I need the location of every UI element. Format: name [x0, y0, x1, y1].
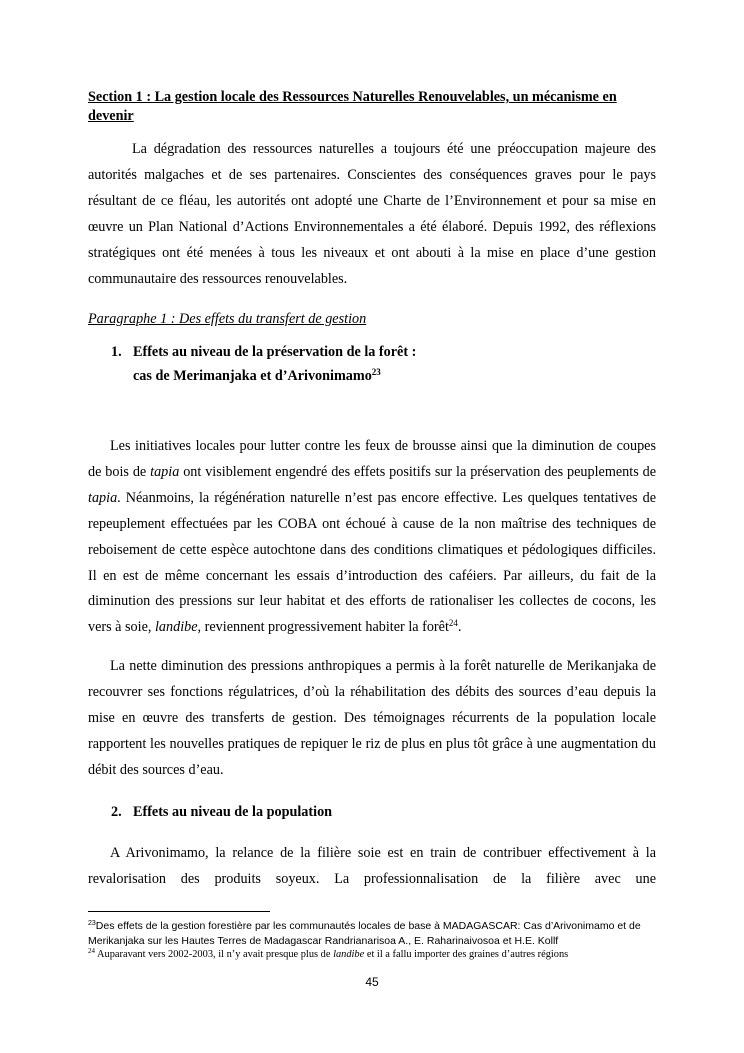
list-item-number: 2. [111, 804, 122, 820]
intro-paragraph: La dégradation des ressources naturelles a toujours été une préoccupation majeure des autorités malgaches et de ses partenaires. Conscientes des conséquences graves pour le pays résultant de ce fléau, les autorités ont adopté une Charte de l’Environnement et pour sa mise en œuvre un Plan National d’Actions Environnementales a été élaboré. Depuis 1992, des réflexions stratégiques ont été menées à tous les niveaux et ont abouti à la mise en place d’une gestion communautaire des ressources renouvelables. [88, 141, 656, 287]
footnote-24 [88, 948, 668, 963]
footnote-text: et il a fallu importer des graines d’autres régions [364, 949, 569, 960]
paragraph-water-sources: La nette diminution des pressions anthropiques a permis à la forêt naturelle de Merikanjaka de recouvrer ses fonctions régulatrices, d’où la réhabilitation des débits des sources d’eau depuis la mise en œuvre des transferts de gestion. Des témoignages récurrents de la population locale rapportent les nouvelles pratiques de repiquer le riz de plus en plus tôt grâce à une augmentation du débit des sources d’eau. [88, 658, 656, 778]
section-title: Section 1 : La gestion locale des Ressources Naturelles Renouvelables, un mécanisme en devenir [88, 89, 617, 124]
italic-term: landibe [333, 949, 365, 960]
paragraph-population: A Arivonimamo, la relance de la filière soie est en train de contribuer effectivement à la revalorisation des produits soyeux. La professionnalisation de la filière avec une [88, 845, 656, 887]
list-item-subtitle [111, 364, 416, 388]
text-run: . Néanmoins, la régénération naturelle n’est pas encore effective. Les quelques tentatives de repeuplement effectuées par les COBA ont échoué à cause de la non maîtrise des techniques de reboisement de cette espèce autochtone dans des conditions climatiques et pédologiques difficiles. Il en est de même concernant les essais d’introduction des caféiers. Par ailleurs, du fait de la diminution des pressions sur leur habitat et des efforts de rationaliser les collectes de cocons, les vers à soie, [88, 489, 656, 636]
footnote-number: 24 [88, 947, 95, 955]
footnote-divider [88, 911, 270, 912]
italic-term: landibe [154, 619, 198, 636]
footnote-text: Auparavant vers 2002-2003, il n’y avait presque plus de [95, 949, 334, 960]
list-item-1 [111, 340, 416, 388]
footnote-number: 23 [88, 920, 96, 927]
footnote-text: Des effets de la gestion forestière par les communautés locales de base à MADAGASCAR: Cas d’Arivonimamo et de Merikanjaka sur les Hautes Terres de Madagascar Randrianarisoa A., E. Raharinaivosoa et H.E. Kollf [88, 920, 641, 947]
paragraph-heading: Paragraphe 1 : Des effets du transfert de gestion [88, 311, 367, 327]
text-run: ont visiblement engendré des effets positifs sur la préservation des peuplements de [179, 463, 657, 480]
italic-term: tapia [150, 463, 180, 480]
list-item-title: Effets au niveau de la population [133, 804, 333, 820]
list-item-subtitle-text: cas de Merimanjaka et d’Arivonimamo [133, 368, 372, 384]
footnote-ref-23[interactable]: 23 [371, 367, 381, 377]
italic-term: tapia [88, 489, 118, 506]
list-item-number: 1. [111, 344, 122, 360]
text-run: Les initiatives locales pour lutter contre les feux de brousse ainsi que la diminution de coupes de bois de [88, 438, 656, 480]
footnote-23 [88, 919, 656, 948]
page-number: 45 [365, 975, 379, 989]
footnote-ref-24[interactable]: 24 [448, 618, 458, 629]
text-run: . [457, 619, 462, 636]
text-run: , reviennent progressivement habiter la forêt [197, 619, 449, 636]
list-item-2 [111, 800, 332, 824]
list-item-title: Effets au niveau de la préservation de la forêt : [133, 344, 417, 360]
paragraph-preservation [88, 434, 656, 641]
